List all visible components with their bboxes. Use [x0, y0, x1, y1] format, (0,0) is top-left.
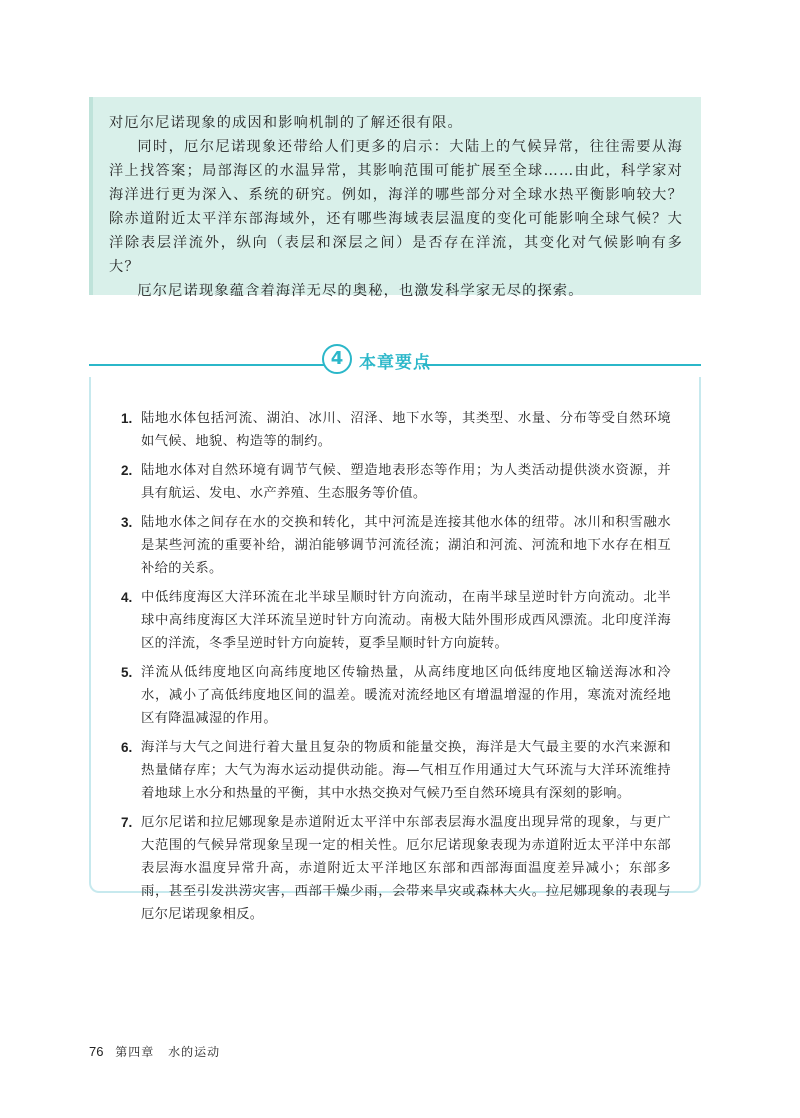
- box-paragraph: 对厄尔尼诺现象的成因和影响机制的了解还很有限。: [109, 115, 463, 131]
- section-number-badge: 4: [322, 344, 352, 374]
- key-point: [121, 407, 671, 453]
- key-point-text: 厄尔尼诺和拉尼娜现象是赤道附近太平洋中东部表层海水温度出现异常的现象，与更广大范围的气候异常现象呈现一定的相关性。厄尔尼诺现象表现为赤道附近太平洋中东部表层海水温度异常升高，赤道附近太平洋地区东部和西部海面温度差异减小；东部多雨，甚至引发洪涝灾害，西部干燥少雨，会带来旱灾或森林大火。拉尼娜现象的表现与厄尔尼诺现象相反。: [141, 815, 671, 922]
- key-point-text: 中低纬度海区大洋环流在北半球呈顺时针方向流动，在南半球呈逆时针方向流动。北半球中高纬度海区大洋环流呈逆时针方向流动。南极大陆外围形成西风漂流。北印度洋海区的洋流，冬季呈逆时针方向旋转，夏季呈顺时针方向旋转。: [141, 590, 671, 651]
- heading-divider-right: [423, 364, 701, 366]
- key-points-box: [89, 377, 701, 922]
- key-point: [121, 459, 671, 505]
- key-point-number: 1.: [121, 411, 133, 426]
- key-point: [121, 511, 671, 580]
- box-paragraph: 同时，厄尔尼诺现象还带给人们更多的启示：大陆上的气候异常，往往需要从海洋上找答案；局部海区的水温异常，其影响范围可能扩展至全球……由此，科学家对海洋进行更为深入、系统的研究。例如，海洋的哪些部分对全球水热平衡影响较大？除赤道附近太平洋东部海域外，还有哪些海域表层温度的变化可能影响全球气候？大洋除表层洋流外，纵向（表层和深层之间）是否存在洋流，其变化对气候影响有多大？: [109, 139, 683, 275]
- key-point-number: 5.: [121, 665, 133, 680]
- page-number: 76: [89, 1044, 104, 1059]
- key-point: [121, 736, 671, 805]
- info-box: [89, 97, 701, 299]
- key-point: [121, 661, 671, 730]
- section-heading: [89, 338, 701, 378]
- key-point-number: 3.: [121, 515, 133, 530]
- key-point-text: 陆地水体对自然环境有调节气候、塑造地表形态等作用；为人类活动提供淡水资源，并具有航运、发电、水产养殖、生态服务等价值。: [141, 463, 671, 501]
- key-point-text: 海洋与大气之间进行着大量且复杂的物质和能量交换，海洋是大气最主要的水汽来源和热量储存库；大气为海水运动提供动能。海—气相互作用通过大气环流与大洋环流维持着地球上水分和热量的平衡，其中水热交换对气候乃至自然环境具有深刻的影响。: [141, 740, 671, 801]
- box-paragraph: 厄尔尼诺现象蕴含着海洋无尽的奥秘，也激发科学家无尽的探索。: [137, 283, 584, 299]
- section-title: 本章要点: [359, 353, 431, 373]
- key-point-text: 洋流从低纬度地区向高纬度地区传输热量，从高纬度地区向低纬度地区输送海冰和冷水，减小了高低纬度地区间的温差。暖流对流经地区有增温增湿的作用，寒流对流经地区有降温减湿的作用。: [141, 665, 671, 726]
- chapter-title: 水的运动: [168, 1045, 221, 1059]
- key-point: [121, 811, 671, 926]
- key-point-text: 陆地水体之间存在水的交换和转化，其中河流是连接其他水体的纽带。冰川和积雪融水是某些河流的重要补给，湖泊能够调节河流径流；湖泊和河流、河流和地下水存在相互补给的关系。: [141, 515, 671, 576]
- page-footer: [89, 1043, 220, 1060]
- key-point-number: 2.: [121, 463, 133, 478]
- key-points-list: [121, 407, 671, 932]
- key-point: [121, 586, 671, 655]
- key-point-number: 4.: [121, 590, 133, 605]
- heading-divider-left: [89, 364, 325, 366]
- key-point-text: 陆地水体包括河流、湖泊、冰川、沼泽、地下水等，其类型、水量、分布等受自然环境如气候、地貌、构造等的制约。: [141, 411, 671, 449]
- chapter-label: 第四章: [115, 1045, 155, 1059]
- key-point-number: 7.: [121, 815, 133, 830]
- key-point-number: 6.: [121, 740, 133, 755]
